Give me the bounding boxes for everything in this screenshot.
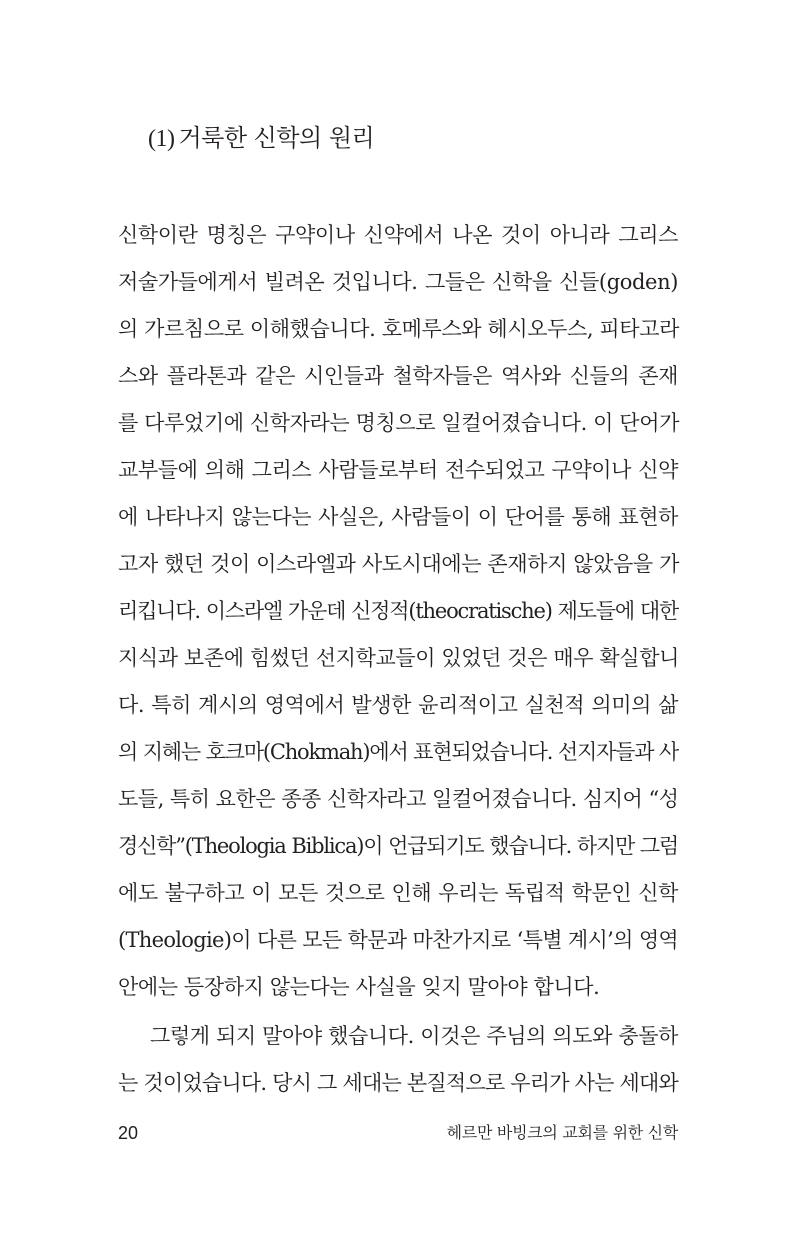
section-heading [148, 118, 374, 159]
body-text [118, 212, 678, 1107]
text-line: 는 것이었습니다. 당시 그 세대는 본질적으로 우리가 사는 세대와 [118, 1071, 678, 1095]
section-title: 거룩한 신학의 원리 [178, 124, 375, 152]
running-title: 헤르만 바빙크의 교회를 위한 신학 [446, 1123, 678, 1142]
text-line: 경신학”(Theologia Biblica)이 언급되기도 했습니다. 하지만 그럼 [118, 834, 678, 858]
text-line: 에도 불구하고 이 모든 것으로 인해 우리는 독립적 학문인 신학 [118, 881, 678, 905]
paragraph-2 [118, 1013, 678, 1107]
text-line: 의 지혜는 호크마(Chokmah)에서 표현되었습니다. 선지자들과 사 [118, 740, 678, 764]
text-line: 안에는 등장하지 않는다는 사실을 잊지 말아야 합니다. [118, 975, 600, 999]
page-footer [118, 1118, 678, 1148]
text-line: 의 가르침으로 이해했습니다. 호메루스와 헤시오두스, 피타고라 [118, 317, 679, 341]
text-line: 신학이란 명칭은 구약이나 신약에서 나온 것이 아니라 그리스 [118, 223, 678, 247]
text-line: 를 다루었기에 신학자라는 명칭으로 일컬어졌습니다. 이 단어가 [118, 411, 679, 435]
text-line: 도들, 특히 요한은 종종 신학자라고 일컬어졌습니다. 심지어 “성 [118, 787, 679, 811]
paragraph-1 [118, 212, 678, 1011]
text-line: 에 나타나지 않는다는 사실은, 사람들이 이 단어를 통해 표현하 [118, 505, 678, 529]
text-line: 리킵니다. 이스라엘 가운데 신정적(theocratische) 제도들에 대한 [118, 599, 678, 623]
section-number: (1) [148, 126, 175, 152]
text-line: 교부들에 의해 그리스 사람들로부터 전수되었고 구약이나 신약 [118, 458, 678, 482]
text-line: 저술가들에게서 빌려온 것입니다. 그들은 신학을 신들(goden) [118, 270, 678, 294]
text-line: (Theologie)이 다른 모든 학문과 마찬가지로 ‘특별 계시’의 영역 [118, 928, 678, 952]
text-line: 다. 특히 계시의 영역에서 발생한 윤리적이고 실천적 의미의 삶 [118, 693, 678, 717]
text-line: 스와 플라톤과 같은 시인들과 철학자들은 역사와 신들의 존재 [118, 364, 678, 388]
text-line: 지식과 보존에 힘썼던 선지학교들이 있었던 것은 매우 확실합니 [118, 646, 679, 670]
page-number: 20 [118, 1123, 139, 1143]
text-line: 고자 했던 것이 이스라엘과 사도시대에는 존재하지 않았음을 가 [118, 552, 679, 576]
text-line: 그렇게 되지 말아야 했습니다. 이것은 주님의 의도와 충돌하 [150, 1024, 678, 1048]
